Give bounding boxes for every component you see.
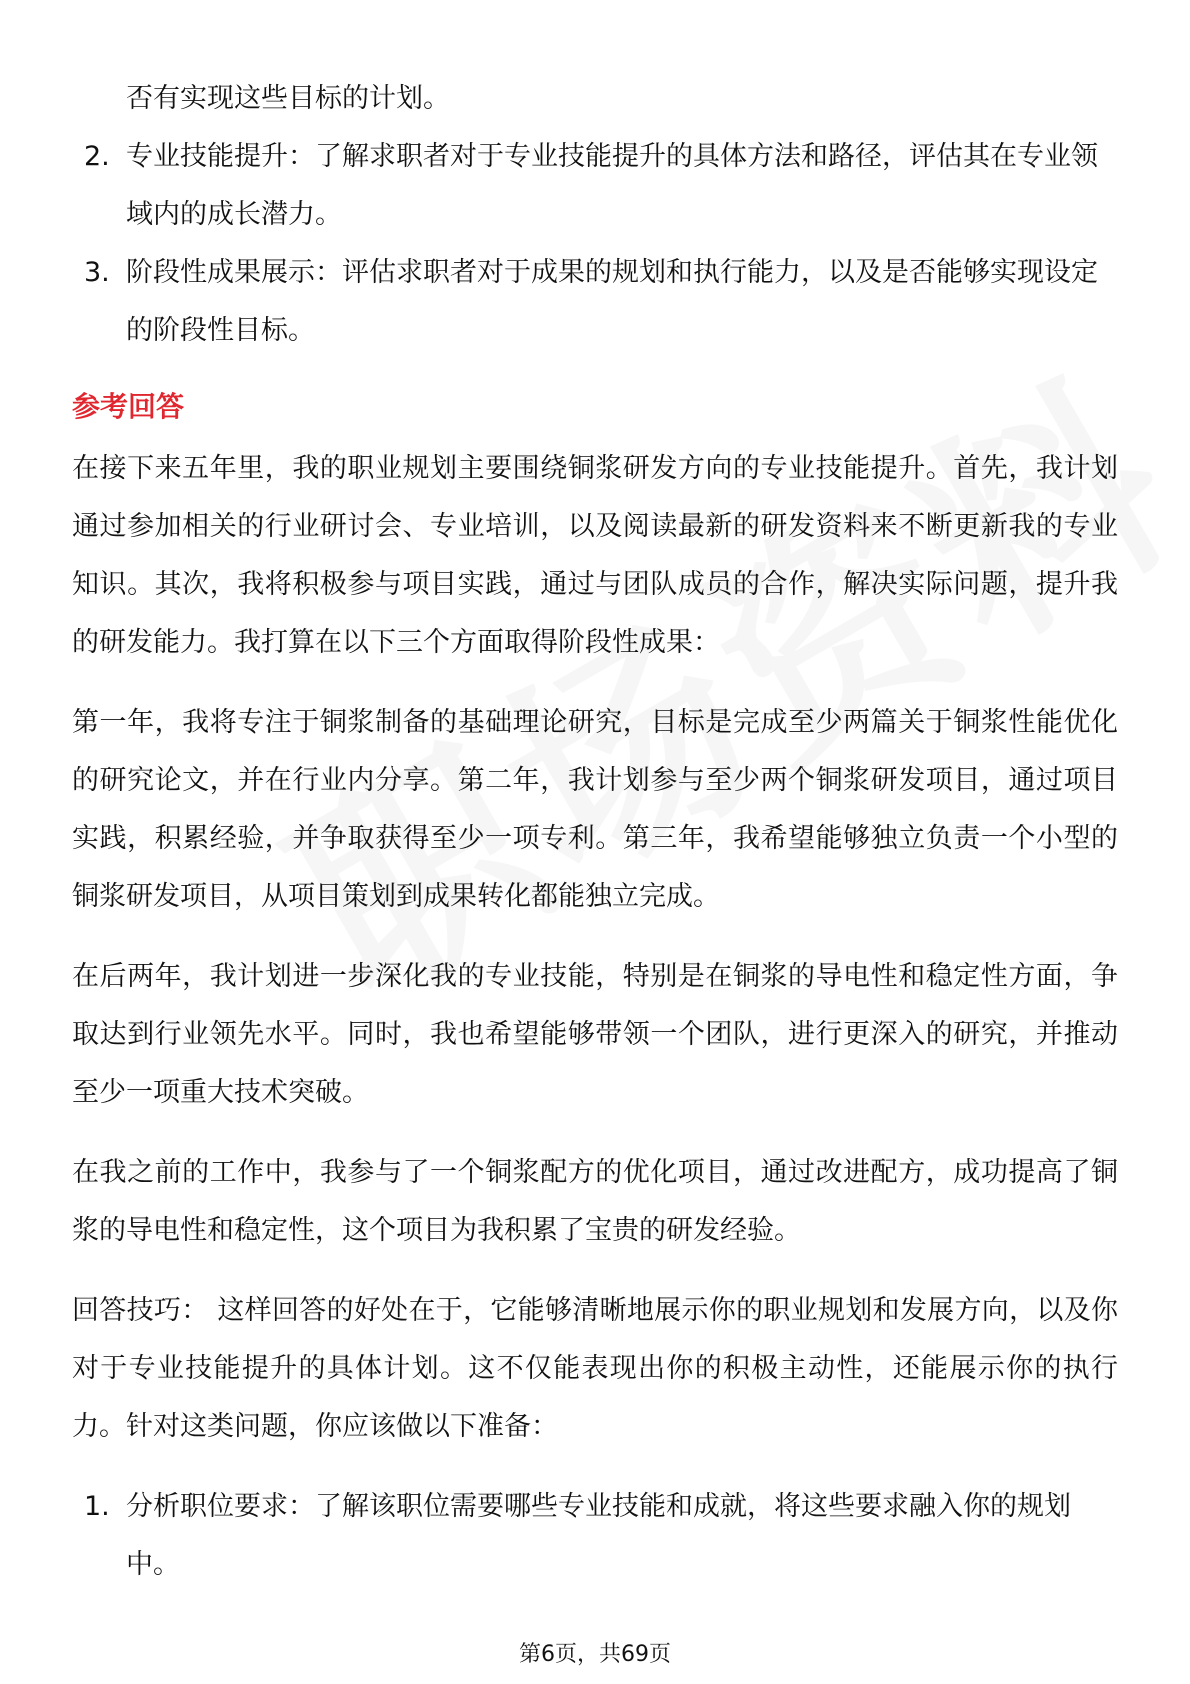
list-number: 1. [84, 1491, 110, 1522]
list-number: 3. [84, 257, 110, 288]
list-item-text: 阶段性成果展示：评估求职者对于成果的规划和执行能力，以及是否能够实现设定的阶段性目标。 [126, 257, 1098, 346]
section-heading: 参考回答 [72, 390, 185, 423]
list-item [72, 1478, 1118, 1594]
list-item-text: 专业技能提升：了解求职者对于专业技能提升的具体方法和路径，评估其在专业领域内的成长潜力。 [126, 141, 1098, 230]
page-number-footer: 第6页，共69页 [519, 1642, 671, 1667]
preparation-list [72, 1478, 1118, 1594]
list-item [72, 128, 1118, 244]
list-item [72, 244, 1118, 360]
paragraph: 在后两年，我计划进一步深化我的专业技能，特别是在铜浆的导电性和稳定性方面，争取达到行业领先水平。同时，我也希望能够带领一个团队，进行更深入的研究，并推动至少一项重大技术突破。 [72, 961, 1118, 1108]
page-content [72, 70, 1118, 1594]
paragraph: 第一年，我将专注于铜浆制备的基础理论研究，目标是完成至少两篇关于铜浆性能优化的研究论文，并在行业内分享。第二年，我计划参与至少两个铜浆研发项目，通过项目实践，积累经验，并争取获得至少一项专利。第三年，我希望能够独立负责一个小型的铜浆研发项目，从项目策划到成果转化都能独立完成。 [72, 707, 1118, 912]
paragraph: 回答技巧： 这样回答的好处在于，它能够清晰地展示你的职业规划和发展方向，以及你对于专业技能提升的具体计划。这不仅能表现出你的积极主动性，还能展示你的执行力。针对这类问题，你应该做以下准备： [72, 1295, 1118, 1442]
criteria-list [72, 128, 1118, 360]
paragraph: 在我之前的工作中，我参与了一个铜浆配方的优化项目，通过改进配方，成功提高了铜浆的导电性和稳定性，这个项目为我积累了宝贵的研发经验。 [72, 1157, 1118, 1246]
list-number: 2. [84, 141, 110, 172]
list-item-text: 分析职位要求：了解该职位需要哪些专业技能和成就，将这些要求融入你的规划中。 [126, 1491, 1071, 1580]
continued-list-text: 否有实现这些目标的计划。 [126, 83, 450, 114]
paragraph: 在接下来五年里，我的职业规划主要围绕铜浆研发方向的专业技能提升。首先，我计划通过参加相关的行业研讨会、专业培训，以及阅读最新的研发资料来不断更新我的专业知识。其次，我将积极参与项目实践，通过与团队成员的合作，解决实际问题，提升我的研发能力。我打算在以下三个方面取得阶段性成果： [72, 453, 1118, 658]
